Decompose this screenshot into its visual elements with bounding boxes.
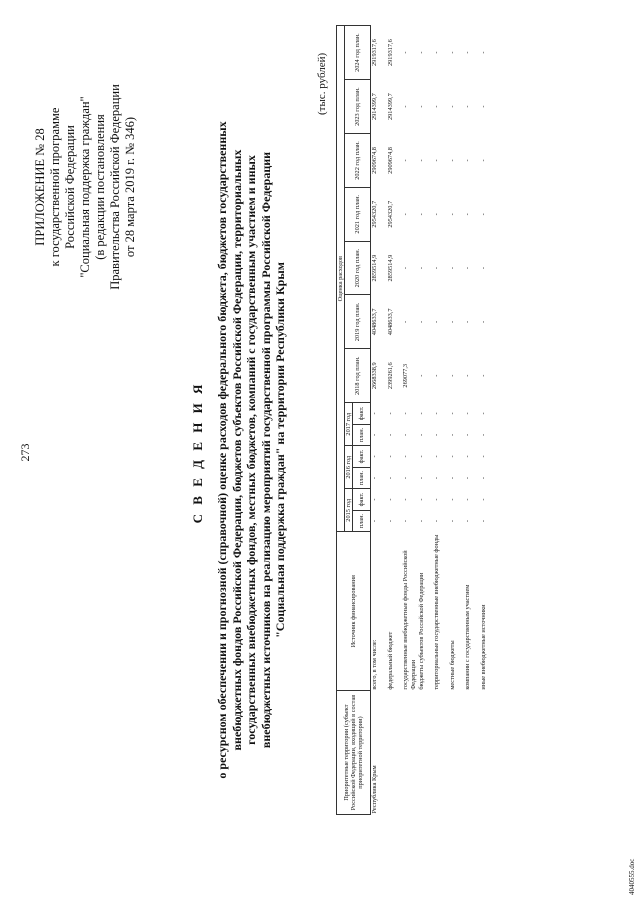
value-cell: - <box>448 520 456 523</box>
value-cell: - <box>386 412 394 415</box>
value-cell: - <box>464 455 472 458</box>
value-cell: - <box>402 476 410 480</box>
value-cell: - <box>479 520 487 523</box>
value-cell: - <box>402 320 410 323</box>
header-year: 2017 год <box>345 403 353 446</box>
value-cell: - <box>417 320 425 323</box>
value-cell: - <box>448 267 456 270</box>
header-year: 2015 год <box>345 489 353 532</box>
header-estimate: Оценка расходов <box>337 26 345 532</box>
source-cell: государственные внебюджетные фонды Российской Федерации <box>402 550 417 690</box>
value-cell: - <box>464 51 472 54</box>
value-cell: - <box>464 213 472 216</box>
value-cell: 2919317,6 <box>371 39 379 66</box>
subtitle-line: внебюджетных фондов Российской Федерации, бюджетов субъектов Российской Федерации, территориальных <box>229 149 244 751</box>
appendix-line: (в редакции постановления <box>93 114 107 260</box>
subtitle-line: государственных внебюджетных фондов, местных бюджетов, компаний с государственным участием и иных <box>244 155 258 745</box>
value-cell: - <box>479 498 487 501</box>
value-cell: - <box>371 520 379 523</box>
table-row <box>371 26 387 815</box>
value-cell: 2914399,7 <box>386 93 394 120</box>
header-source: Источник финансирования <box>337 532 371 691</box>
value-cell: - <box>464 105 472 108</box>
funding-table <box>336 25 495 815</box>
header-plan-year: 2020 год план. <box>345 241 371 295</box>
header-territory: Приоритетные территории (субъект Российской Федерации, входящий в состав приоритетной территории) <box>337 691 371 815</box>
value-cell: 2954320,7 <box>371 200 379 228</box>
header-plan-year: 2019 год план. <box>345 295 371 349</box>
value-cell: - <box>402 51 410 54</box>
value-cell: - <box>402 498 410 501</box>
value-cell: 2909674,8 <box>386 147 394 174</box>
value-cell: - <box>464 412 472 415</box>
value-cell: - <box>402 412 410 415</box>
value-cell: - <box>479 159 487 162</box>
header-plan-year: 2023 год план. <box>345 80 371 134</box>
header-year: 2016 год <box>345 446 353 489</box>
value-cell: - <box>433 320 441 323</box>
value-cell: - <box>386 476 394 480</box>
document-subtitle <box>215 35 288 865</box>
header-sub: факт. <box>353 489 371 511</box>
header-sub: план. <box>353 510 371 532</box>
page-number: 273 <box>18 443 32 462</box>
value-cell: - <box>433 455 441 458</box>
value-cell: - <box>402 433 410 437</box>
appendix-line: Российской Федерации <box>63 125 77 249</box>
value-cell: - <box>417 159 425 162</box>
appendix-line: к государственной программе <box>48 107 62 267</box>
source-cell: иные внебюджетные источники <box>479 604 487 690</box>
value-cell: - <box>402 105 410 108</box>
value-cell: - <box>417 267 425 270</box>
value-cell: - <box>479 412 487 415</box>
value-cell: - <box>371 412 379 415</box>
value-cell: - <box>433 159 441 162</box>
value-cell: - <box>464 320 472 323</box>
value-cell: - <box>433 433 441 437</box>
value-cell: - <box>448 498 456 501</box>
subtitle-line: внебюджетных источников на реализацию мероприятий государственной программы Российской Федерации <box>258 151 273 749</box>
value-cell: - <box>479 433 487 437</box>
value-cell: - <box>479 320 487 323</box>
value-cell: - <box>371 476 379 480</box>
value-cell: - <box>448 105 456 108</box>
value-cell: - <box>417 412 425 415</box>
value-cell: - <box>417 105 425 108</box>
units-label: (тыс. рублей) <box>316 52 328 115</box>
value-cell: - <box>417 520 425 523</box>
value-cell: - <box>402 213 410 216</box>
value-cell: - <box>371 498 379 501</box>
value-cell: - <box>417 498 425 501</box>
appendix-line: ПРИЛОЖЕНИЕ № 28 <box>33 128 47 246</box>
appendix-line: Правительства Российской Федерации <box>108 84 122 290</box>
value-cell: - <box>433 520 441 523</box>
value-cell: - <box>479 213 487 216</box>
value-cell: - <box>448 455 456 458</box>
value-cell: - <box>464 374 472 377</box>
value-cell: 2668338,9 <box>371 362 379 390</box>
value-cell: - <box>386 498 394 501</box>
header-sub: факт. <box>353 446 371 468</box>
value-cell: - <box>464 520 472 523</box>
subtitle-line: "Социальная поддержка граждан" на территории Республики Крым <box>273 262 287 638</box>
header-sub: план. <box>353 424 371 446</box>
header-sub: факт. <box>353 403 371 425</box>
header-plan-year: 2018 год план. <box>345 349 371 403</box>
value-cell: - <box>417 455 425 458</box>
value-cell: - <box>417 374 425 377</box>
header-sub: план. <box>353 467 371 489</box>
value-cell: - <box>464 433 472 437</box>
value-cell: - <box>386 433 394 437</box>
value-cell: - <box>371 455 379 458</box>
value-cell: - <box>448 320 456 323</box>
document-title: С В Е Д Е Н И Я <box>190 381 205 524</box>
source-cell: бюджеты субъектов Российской Федерации <box>417 572 425 690</box>
value-cell: 2919317,6 <box>386 39 394 66</box>
value-cell: - <box>464 498 472 501</box>
source-cell: территориальные государственные внебюджетные фонды <box>433 534 441 690</box>
appendix-line: "Социальная поддержка граждан" <box>78 96 92 278</box>
value-cell: - <box>448 51 456 54</box>
value-cell: - <box>433 51 441 54</box>
value-cell: - <box>402 520 410 523</box>
value-cell: - <box>417 51 425 54</box>
header-plan-year: 2024 год план. <box>345 26 371 80</box>
value-cell: - <box>464 267 472 270</box>
appendix-line: от 28 марта 2019 г. № 346) <box>123 116 137 258</box>
table-body <box>371 26 496 815</box>
header-plan-year: 2021 год план. <box>345 187 371 241</box>
source-cell: компании с государственным участием <box>464 584 472 690</box>
value-cell: - <box>417 213 425 216</box>
subtitle-line: о ресурсном обеспечении и прогнозной (справочной) оценке расходов федерального бюджета, бюджетов государственных <box>215 121 229 779</box>
value-cell: - <box>448 433 456 437</box>
value-cell: - <box>402 159 410 162</box>
value-cell: - <box>402 455 410 458</box>
value-cell: - <box>448 476 456 480</box>
value-cell: - <box>479 105 487 108</box>
value-cell: - <box>386 520 394 523</box>
value-cell: - <box>479 374 487 377</box>
value-cell: - <box>433 105 441 108</box>
value-cell: - <box>448 213 456 216</box>
source-cell: местные бюджеты <box>448 640 456 690</box>
value-cell: - <box>479 267 487 270</box>
value-cell: - <box>448 412 456 415</box>
value-cell: - <box>464 159 472 162</box>
value-cell: 2954320,7 <box>386 200 394 228</box>
value-cell: - <box>433 267 441 270</box>
value-cell: - <box>464 476 472 480</box>
value-cell: - <box>371 433 379 437</box>
value-cell: - <box>448 159 456 162</box>
value-cell: 2859514,9 <box>386 254 394 282</box>
value-cell: 4048633,7 <box>386 308 394 336</box>
value-cell: - <box>417 476 425 480</box>
value-cell: 2859514,9 <box>371 254 379 282</box>
value-cell: - <box>433 498 441 501</box>
appendix-block <box>33 17 138 357</box>
document-code: 4040555.doc <box>628 858 636 895</box>
value-cell: - <box>448 374 456 377</box>
value-cell: 4048633,7 <box>371 308 379 336</box>
value-cell: - <box>479 51 487 54</box>
source-cell: федеральный бюджет <box>386 631 394 690</box>
value-cell: - <box>433 374 441 377</box>
value-cell: - <box>417 433 425 437</box>
territory-cell: Республика Крым <box>371 765 379 814</box>
value-cell: - <box>402 267 410 270</box>
value-cell: - <box>479 476 487 480</box>
value-cell: 269077,3 <box>402 363 410 388</box>
value-cell: 2399261,6 <box>386 362 394 390</box>
value-cell: - <box>433 213 441 216</box>
header-plan-year: 2022 год план. <box>345 134 371 188</box>
value-cell: - <box>433 412 441 415</box>
value-cell: 2909674,8 <box>371 147 379 174</box>
value-cell: - <box>479 455 487 458</box>
value-cell: - <box>433 476 441 480</box>
value-cell: - <box>386 455 394 458</box>
value-cell: 2914399,7 <box>371 93 379 120</box>
source-cell: всего, в том числе: <box>371 639 379 690</box>
